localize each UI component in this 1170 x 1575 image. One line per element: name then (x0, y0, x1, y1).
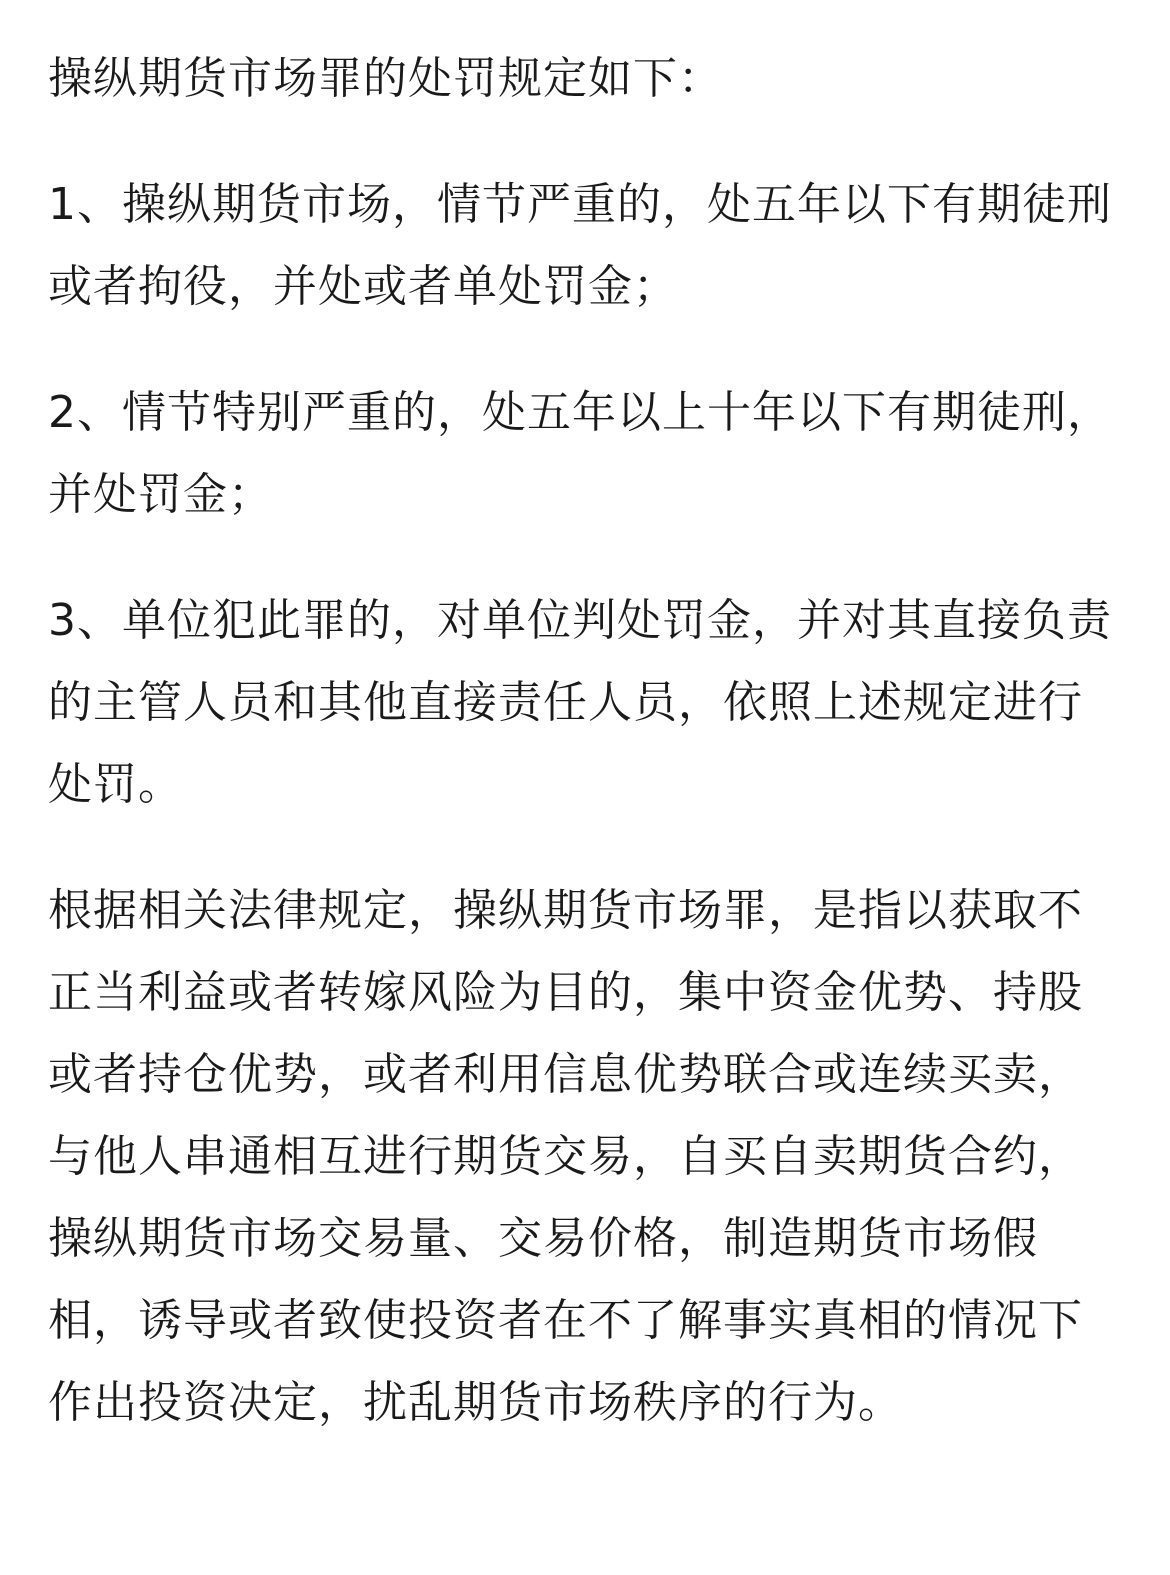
intro-paragraph: 操纵期货市场罪的处罚规定如下： (48, 53, 723, 104)
penalty-item-2: 2、情节特别严重的，处五年以上十年以下有期徒刑，并处罚金； (48, 387, 1112, 520)
article-body (48, 38, 1118, 1444)
penalty-item-3: 3、单位犯此罪的，对单位判处罚金，并对其直接负责的主管人员和其他直接责任人员，依照上述规定进行处罚。 (48, 595, 1112, 810)
penalty-item-1: 1、操纵期货市场，情节严重的，处五年以下有期徒刑或者拘役，并处或者单处罚金； (48, 179, 1112, 312)
definition-paragraph: 根据相关法律规定，操纵期货市场罪，是指以获取不正当利益或者转嫁风险为目的，集中资金优势、持股或者持仓优势，或者利用信息优势联合或连续买卖，与他人串通相互进行期货交易，自买自卖期货合约，操纵期货市场交易量、交易价格，制造期货市场假相，诱导或者致使投资者在不了解事实真相的情况下作出投资决定，扰乱期货市场秩序的行为。 (48, 885, 1083, 1428)
